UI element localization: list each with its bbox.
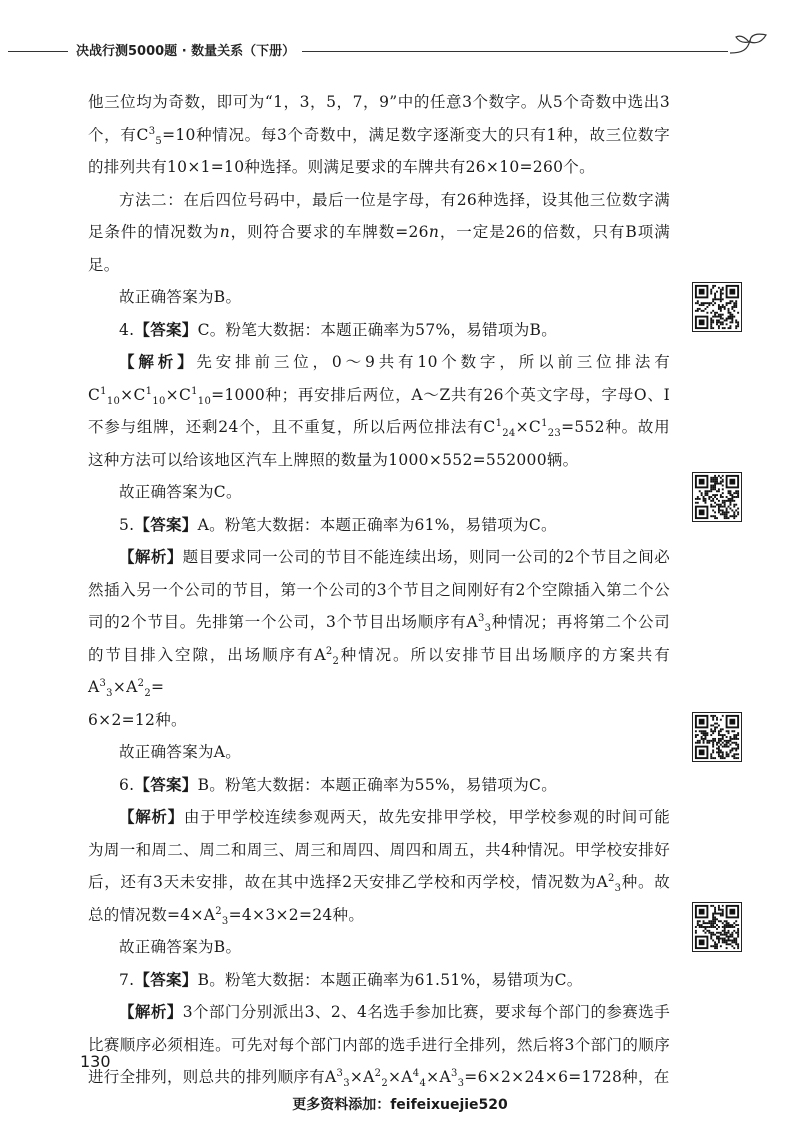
footer-note: 更多资料添加：feifeixuejie520 — [292, 1097, 508, 1113]
question-6-explanation: 【解析】由于甲学校连续参观两天，故先安排甲学校，甲学校参观的时间可能为周一和周二、周二和周三、周三和周四、周四和周五，共4种情况。甲学校安排好后，还有3天未安排，故在其中选择2天安排乙学校和丙学校，情况数为$A^2_3$种。故总的情况数$=4\times A^2_3=4\times 3\times 2=24$种。 — [88, 808, 671, 927]
answer-line: 故正确答案为B。 — [119, 938, 242, 956]
header-title: 决战行测5000题 · 数量关系（下册） — [72, 40, 299, 59]
qr-code-graphic — [693, 283, 741, 331]
paragraph-method-2: 方法二：在后四位号码中，最后一位是字母，有26种选择，设其他三位数字满足条件的情况数为n，则符合要求的车牌数=26n，一定是26的倍数，只有B项满足。 — [88, 190, 670, 274]
question-7-explanation: 【解析】3个部门分别派出3、2、4名选手参加比赛，要求每个部门的参赛选手比赛顺序必须相连。可先对每个部门内部的选手进行全排列，然后将3个部门的顺序进行全排列，则总共的排列顺序有$A^3_3\times A^2_2\times A^4_4\times A^3_3=6\times 2\times 24\times 6=1728$种，在 — [88, 1003, 670, 1090]
page-header — [0, 30, 800, 70]
question-4-explanation: 【解析】先安排前三位，0～9共有10个数字，所以前三位排法有$C^1_{10}\times C^1_{10}\times C^1_{10}=1000$种；再安排后两位，A～Z共有26个英文字母，字母O、I不参与组牌，还剩24个，且不重复，所以后两位排法有$C^1_{24}\times C^1_{23}=552$种。故用这种方法可以给该地区汽车上牌照的数量为1000×552=552000辆。 — [88, 353, 670, 469]
question-7-answer: 7.【答案】B。粉笔大数据：本题正确率为61.51%，易错项为C。 — [119, 970, 583, 989]
header-rule-left — [8, 51, 68, 52]
qr-code-graphic — [693, 713, 741, 761]
qr-code-icon[interactable] — [692, 902, 742, 952]
qr-code-icon[interactable] — [692, 472, 742, 522]
answer-line: 故正确答案为C。 — [119, 483, 242, 501]
qr-code-icon[interactable] — [692, 282, 742, 332]
paragraph-method-1: 他三位均为奇数，即可为“1，3，5，7，9”中的任意3个数字。从5个奇数中选出3个，有$C^3_5=10$种情况。每3个奇数中，满足数字逐渐变大的只有1种，故三位数字的排列共有10×1=10种选择。则满足要求的车牌共有26×10=260个。 — [88, 93, 671, 176]
question-4-answer: 4.【答案】C。粉笔大数据：本题正确率为57%，易错项为B。 — [119, 320, 557, 339]
question-5-explanation: 【解析】题目要求同一公司的节目不能连续出场，则同一公司的2个节目之间必然插入另一个公司的节目，第一个公司的3个节目之间刚好有2个空隙插入第二个公司的2个节目。先排第一个公司，3个节目出场顺序有$A^3_3$种情况；再将第二个公司的节目排入空隙，出场顺序有$A^2_2$种情况。所以安排节目出场顺序的方案共有$A^3_3\times A^2_2=$ 6×2=12种。 — [88, 548, 671, 729]
qr-code-graphic — [693, 473, 741, 521]
leaf-icon — [728, 32, 768, 54]
question-5-answer: 5.【答案】A。粉笔大数据：本题正确率为61%，易错项为C。 — [119, 515, 557, 534]
answer-line: 故正确答案为A。 — [119, 743, 242, 761]
answer-line: 故正确答案为B。 — [119, 288, 242, 306]
question-6-answer: 6.【答案】B。粉笔大数据：本题正确率为55%，易错项为C。 — [119, 775, 557, 794]
qr-code-graphic — [693, 903, 741, 951]
page-number: 130 — [80, 1052, 111, 1071]
qr-code-icon[interactable] — [692, 712, 742, 762]
page-content — [88, 86, 670, 1094]
header-rule-right — [302, 51, 728, 52]
